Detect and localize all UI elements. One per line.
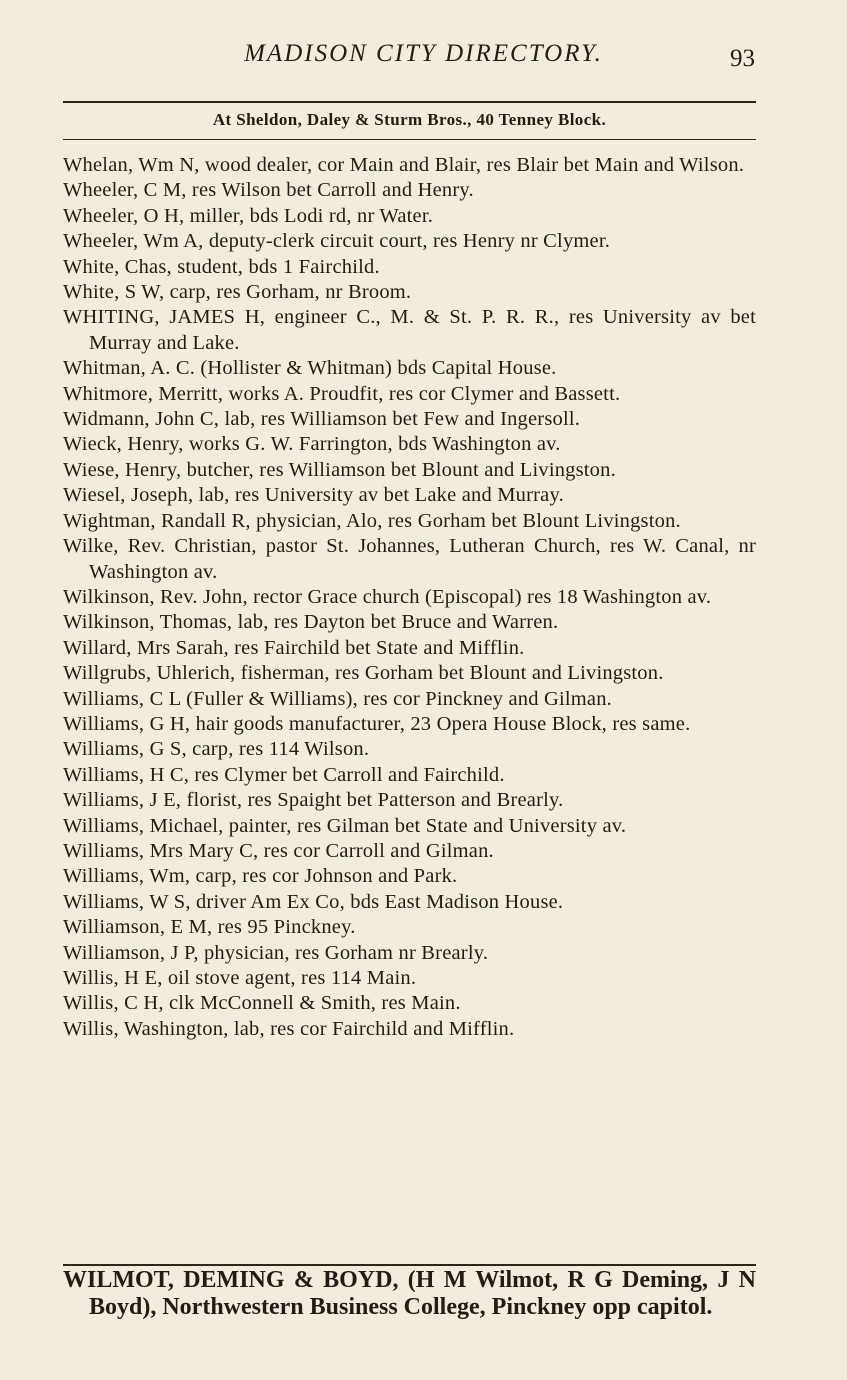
entry: Wilkinson, Thomas, lab, res Dayton bet Bruce and Warren. (63, 611, 559, 634)
entry: Willis, C H, clk McConnell & Smith, res Main. (63, 992, 461, 1015)
entry: White, Chas, student, bds 1 Fairchild. (63, 255, 380, 278)
entry: Willgrubs, Uhlerich, fisherman, res Gorham bet Blount and Livingston. (63, 662, 664, 685)
entry: Willis, H E, oil stove agent, res 114 Main. (63, 967, 417, 989)
entry: Williams, C L (Fuller & Williams), res cor Pinckney and Gilman. (63, 687, 612, 710)
entry: Williamson, E M, res 95 Pinckney. (63, 916, 356, 939)
page-title: MADISON CITY DIRECTORY. (244, 40, 603, 67)
entry: Wilkinson, Rev. John, rector Grace church (Episcopal) res 18 Washington av. (63, 585, 712, 608)
entry: Wieck, Henry, works G. W. Farrington, bds Washington av. (63, 433, 561, 456)
entry: Williams, Mrs Mary C, res cor Carroll and Gilman. (63, 839, 494, 862)
entry: Williams, Michael, painter, res Gilman bet State and University av. (63, 814, 627, 837)
bottom-advertisement: WILMOT, DEMING & BOYD, (H M Wilmot, R G Deming, J N Boyd), Northwestern Business College, Pinckney opp capitol. (63, 1267, 756, 1320)
entry: Wightman, Randall R, physician, Alo, res Gorham bet Blount Livingston. (63, 509, 681, 532)
entry: Williams, J E, florist, res Spaight bet Patterson and Brearly. (63, 789, 564, 812)
entry: Williams, G H, hair goods manufacturer, 23 Opera House Block, res same. (63, 712, 691, 735)
entry: Wheeler, Wm A, deputy-clerk circuit court, res Henry nr Clymer. (63, 230, 611, 253)
rule-bottom (63, 1264, 756, 1266)
entry: Williamson, J P, physician, res Gorham nr Brearly. (63, 941, 489, 964)
entries-list (63, 153, 756, 1042)
entry: Whitman, A. C. (Hollister & Whitman) bds Capital House. (63, 357, 557, 380)
entry: Williams, W S, driver Am Ex Co, bds East Madison House. (63, 890, 564, 913)
page-number: 93 (730, 45, 755, 72)
entry: Wheeler, C M, res Wilson bet Carroll and Henry. (63, 179, 474, 202)
entry: Widmann, John C, lab, res Williamson bet Few and Ingersoll. (63, 408, 581, 431)
entry: Williams, G S, carp, res 114 Wilson. (63, 738, 370, 761)
entry: Whelan, Wm N, wood dealer, cor Main and Blair, res Blair bet Main and Wilson. (63, 154, 745, 176)
entry: Wilke, Rev. Christian, pastor St. Johannes, Lutheran Church, res W. Canal, nr Washington av. (63, 535, 756, 583)
entry: Wiesel, Joseph, lab, res University av bet Lake and Murray. (63, 484, 564, 507)
entry: WHITING, JAMES H, engineer C., M. & St. P. R. R., res University av bet Murray and Lake. (63, 306, 756, 354)
entry: Williams, Wm, carp, res cor Johnson and Park. (63, 865, 458, 888)
entry: Wheeler, O H, miller, bds Lodi rd, nr Water. (63, 204, 434, 227)
entry: Wiese, Henry, butcher, res Williamson bet Blount and Livingston. (63, 458, 616, 481)
entry: Willard, Mrs Sarah, res Fairchild bet State and Mifflin. (63, 636, 525, 659)
ad-banner: At Sheldon, Daley & Sturm Bros., 40 Tenney Block. (212, 110, 607, 129)
rule-under-banner (63, 139, 756, 140)
entry: White, S W, carp, res Gorham, nr Broom. (63, 281, 412, 304)
entry: Willis, Washington, lab, res cor Fairchild and Mifflin. (63, 1017, 515, 1040)
entry: Whitmore, Merritt, works A. Proudfit, res cor Clymer and Bassett. (63, 382, 621, 405)
entry: Williams, H C, res Clymer bet Carroll and Fairchild. (63, 763, 505, 786)
rule-top (63, 101, 756, 103)
